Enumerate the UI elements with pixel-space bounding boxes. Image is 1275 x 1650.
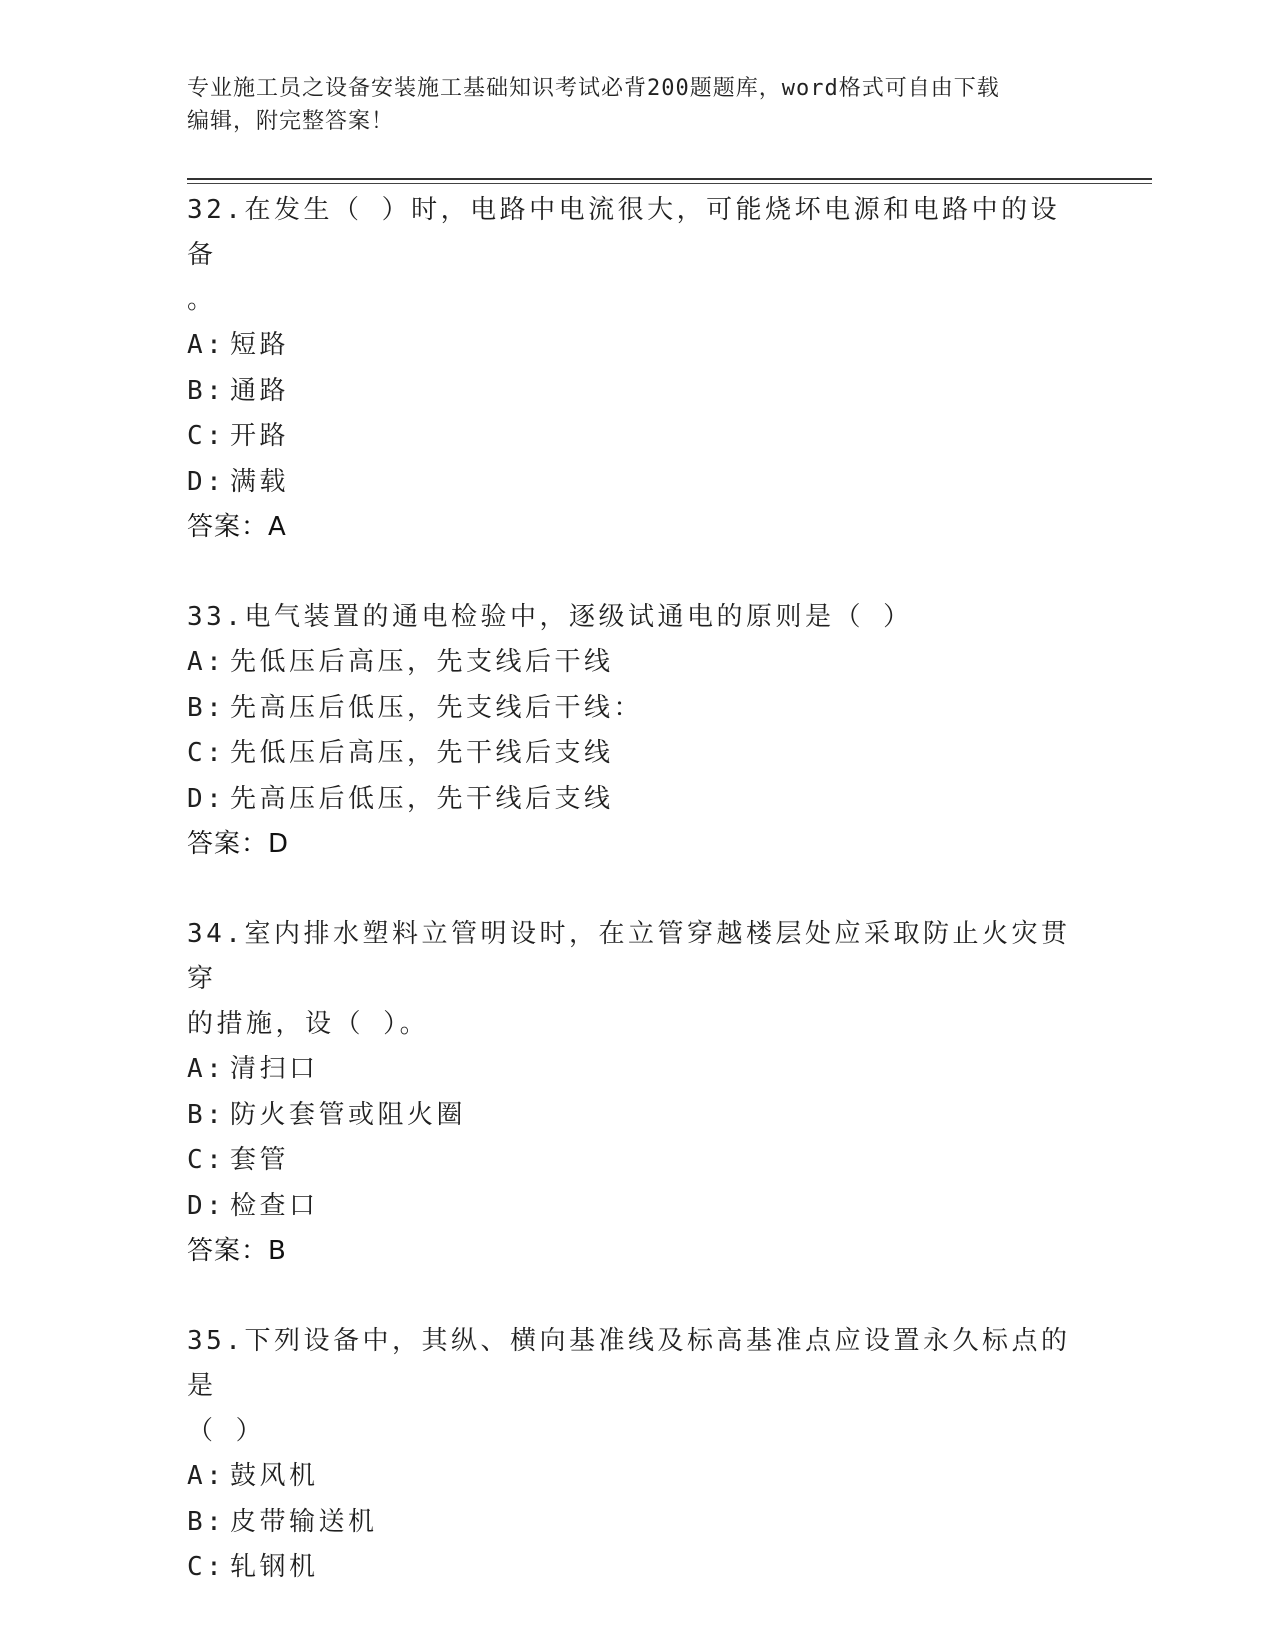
header-divider-thick <box>187 178 1152 180</box>
option-text: 通路 <box>230 375 290 406</box>
option-label: C: <box>187 421 226 451</box>
option-text: 鼓风机 <box>230 1461 319 1491</box>
answer-line: 答案：D <box>187 829 290 859</box>
document-header <box>187 72 1067 138</box>
option-c <box>187 1545 1087 1591</box>
option-c <box>187 1138 1087 1184</box>
option-label: D: <box>187 1190 226 1221</box>
option-text: 先高压后低压，先支线后干线： <box>230 692 644 723</box>
option-d <box>187 1184 1087 1230</box>
option-c <box>187 414 1087 460</box>
option-d <box>187 460 1087 506</box>
option-label: B: <box>187 1506 226 1537</box>
option-label: C: <box>187 738 226 768</box>
option-text: 满载 <box>230 466 290 497</box>
option-b <box>187 1093 1087 1139</box>
header-line-1: 专业施工员之设备安装施工基础知识考试必背200题题库，word格式可自由下载 <box>187 76 1000 101</box>
option-a <box>187 640 1087 686</box>
question-stem-line: （ ） <box>187 1416 266 1446</box>
question-32 <box>187 188 1087 550</box>
option-text: 套管 <box>230 1145 290 1175</box>
option-text: 先低压后高压，先支线后干线 <box>230 647 614 677</box>
option-d <box>187 777 1087 823</box>
question-spacer <box>187 1274 1087 1319</box>
answer-line: 答案：A <box>187 512 287 542</box>
question-stem-line: 33.电气装置的通电检验中，逐级试通电的原则是（ ） <box>187 602 913 632</box>
question-stem-line: 32.在发生（ ）时，电路中电流很大，可能烧坏电源和电路中的设备 <box>187 195 1061 270</box>
option-label: B: <box>187 692 226 723</box>
question-35 <box>187 1319 1087 1591</box>
question-spacer <box>187 867 1087 912</box>
option-label: A: <box>187 1461 226 1491</box>
question-stem-line: 34.室内排水塑料立管明设时，在立管穿越楼层处应采取防止火灾贯穿 <box>187 919 1071 994</box>
question-stem-line: 。 <box>187 285 217 315</box>
header-line-2: 编辑，附完整答案！ <box>187 109 395 134</box>
option-b <box>187 1500 1087 1546</box>
option-text: 防火套管或阻火圈 <box>230 1099 467 1130</box>
answer-line: 答案：B <box>187 1236 287 1266</box>
question-spacer <box>187 550 1087 595</box>
option-text: 先低压后高压，先干线后支线 <box>230 738 614 768</box>
option-label: C: <box>187 1552 226 1582</box>
option-text: 轧钢机 <box>230 1552 319 1582</box>
option-c <box>187 731 1087 777</box>
option-text: 先高压后低压，先干线后支线 <box>230 783 614 814</box>
option-text: 皮带输送机 <box>230 1506 378 1537</box>
option-label: A: <box>187 1054 226 1084</box>
option-a <box>187 1454 1087 1500</box>
option-text: 清扫口 <box>230 1054 319 1084</box>
option-text: 检查口 <box>230 1190 319 1221</box>
option-label: D: <box>187 466 226 497</box>
option-b <box>187 686 1087 732</box>
option-label: C: <box>187 1145 226 1175</box>
option-label: B: <box>187 375 226 406</box>
question-stem-line: 35.下列设备中，其纵、横向基准线及标高基准点应设置永久标点的是 <box>187 1326 1071 1401</box>
option-a <box>187 1047 1087 1093</box>
option-b <box>187 369 1087 415</box>
question-stem-line: 的措施，设（ ）。 <box>187 1009 430 1039</box>
option-label: A: <box>187 647 226 677</box>
header-divider-thin <box>187 183 1152 184</box>
question-list <box>187 188 1087 1591</box>
option-text: 开路 <box>230 421 290 451</box>
option-label: B: <box>187 1099 226 1130</box>
option-text: 短路 <box>230 330 290 360</box>
option-label: D: <box>187 783 226 814</box>
option-a <box>187 323 1087 369</box>
question-33 <box>187 595 1087 867</box>
question-34 <box>187 912 1087 1274</box>
option-label: A: <box>187 330 226 360</box>
